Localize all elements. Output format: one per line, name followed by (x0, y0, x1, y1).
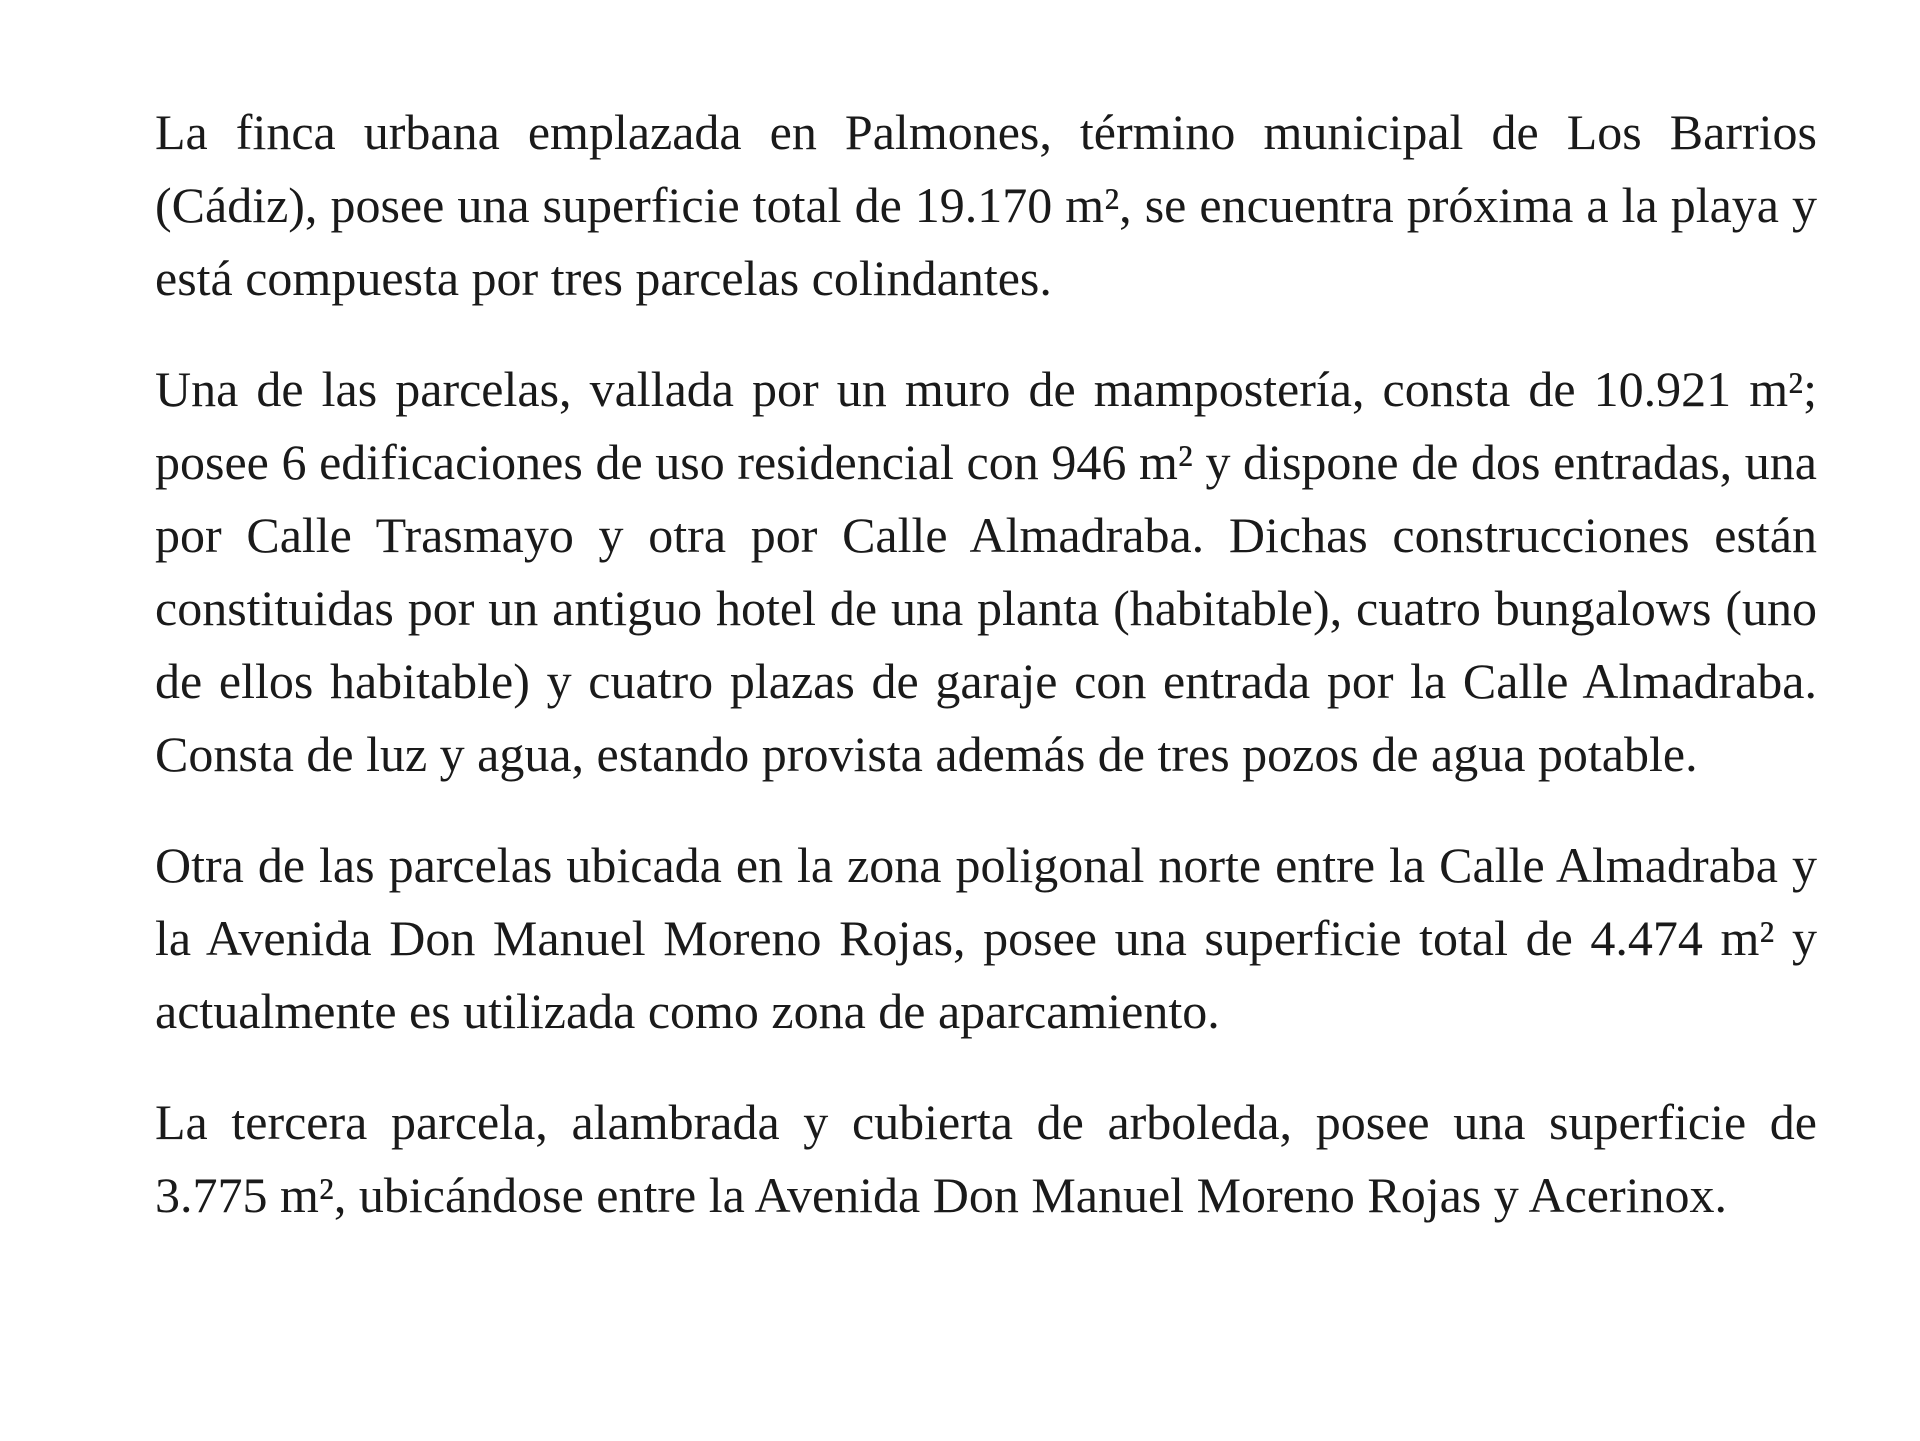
paragraph-first-parcel: Una de las parcelas, vallada por un muro de mampostería, consta de 10.921 m²; posee 6 edificaciones de uso residencial con 946 m² y dispone de dos entradas, una por Calle Trasmayo y otra por Calle Almadraba. Dichas construcciones están constituidas por un antiguo hotel de una planta (habitable), cuatro bungalows (uno de ellos habitable) y cuatro plazas de garaje con entrada por la Calle Almadraba. Consta de luz y agua, estando provista además de tres pozos de agua potable. (155, 361, 1817, 782)
paragraph-finca-overview: La finca urbana emplazada en Palmones, término municipal de Los Barrios (Cádiz), posee una superficie total de 19.170 m², se encuentra próxima a la playa y está compuesta por tres parcelas colindantes. (155, 104, 1817, 306)
paragraph-third-parcel: La tercera parcela, alambrada y cubierta de arboleda, posee una superficie de 3.775 m², ubicándose entre la Avenida Don Manuel Moreno Rojas y Acerinox. (155, 1094, 1817, 1223)
paragraph-second-parcel: Otra de las parcelas ubicada en la zona poligonal norte entre la Calle Almadraba y la Avenida Don Manuel Moreno Rojas, posee una superficie total de 4.474 m² y actualmente es utilizada como zona de aparcamiento. (155, 837, 1817, 1039)
document-body (155, 96, 1817, 1232)
